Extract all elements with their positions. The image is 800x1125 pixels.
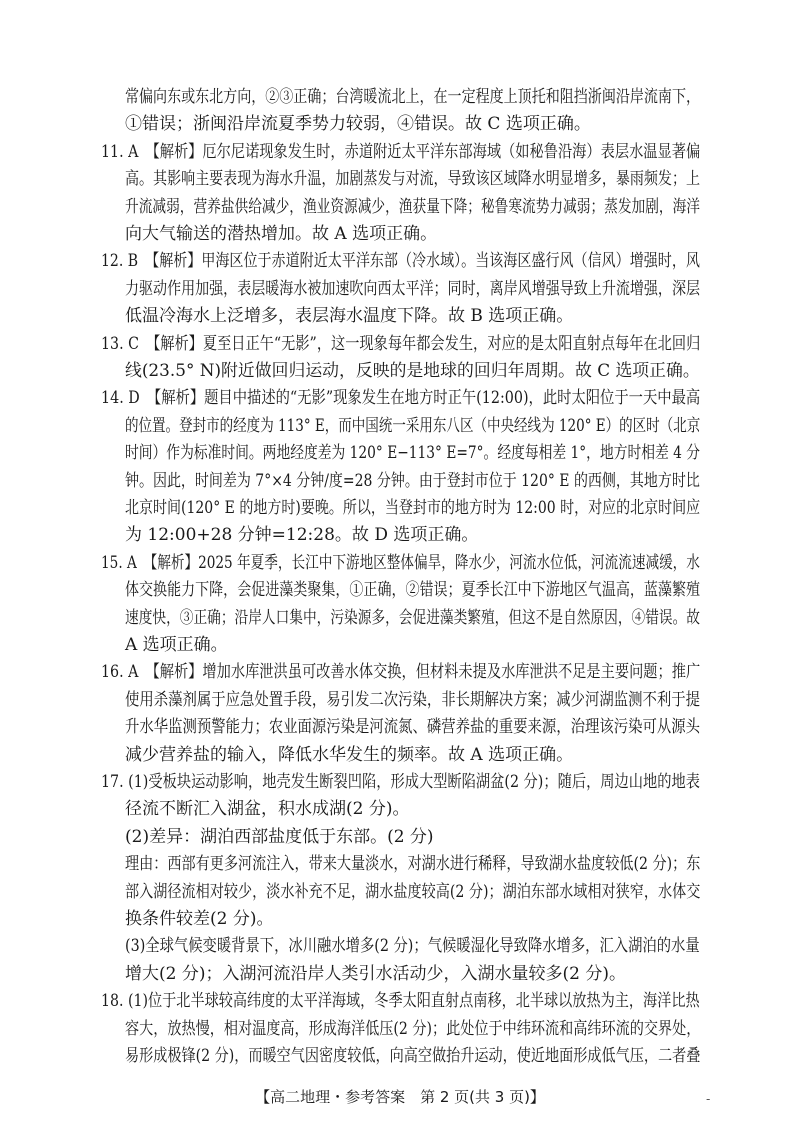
text-line: 力驱动作用加强，表层暖海水被加速吹向西太平洋；同时，离岸风增强导致上升流增强，深层 xyxy=(125,278,700,299)
text-line: 升水华监测预警能力；农业面源污染是河流氮、磷营养盐的重要来源，治理该污染可从源头 xyxy=(125,717,700,738)
text-line: A 选项正确。 xyxy=(125,635,228,655)
text-line: 升流减弱，营养盐供给减少，渔业资源减少，渔获量下降；秘鲁寒流势力减弱；蒸发加剧，海洋 xyxy=(125,196,700,217)
page-footer: 【高二地理・参考答案 第 2 页(共 3 页)】 xyxy=(255,1088,545,1106)
text-line: 增大(2 分)；入湖河流沿岸人类引水活动少，入湖水量较多(2 分)。 xyxy=(125,963,626,984)
text-line: 13. C 【解析】夏至日正午“无影”，这一现象每年都会发生，对应的是太阳直射点每年在北回归 xyxy=(101,333,701,354)
text-line: (3)全球气候变暖背景下，冰川融水增多(2 分)；气候暖湿化导致降水增多，汇入湖泊的水量 xyxy=(125,936,700,957)
text-line: 18. (1)位于北半球较高纬度的太平洋海域，冬季太阳直射点南移，北半球以放热为主，海洋比热 xyxy=(101,991,700,1012)
text-line: 体交换能力下降，会促进藻类聚集，①正确，②错误；夏季长江中下游地区气温高，蓝藻繁殖 xyxy=(125,580,700,601)
text-line: 钟。因此，时间差为 7°×4 分钟/度=28 分钟。由于登封市位于 120° E 的西侧，其地方时比 xyxy=(125,470,700,491)
text-line: 14. D 【解析】题目中描述的“无影”现象发生在地方时正午(12:00)，此时太阳位于一天中最高 xyxy=(101,388,701,409)
text-line: 17. (1)受板块运动影响，地壳发生断裂凹陷，形成大型断陷湖盆(2 分)；随后，周边山地的地表 xyxy=(101,772,701,792)
text-line: 向大气输送的潜热增加。故 A 选项正确。 xyxy=(125,224,438,244)
text-line: 使用杀藻剂属于应急处置手段，易引发二次污染，非长期解决方案；减少河湖监测不利于提 xyxy=(125,689,700,710)
text-line: (2)差异：湖泊西部盐度低于东部。(2 分) xyxy=(125,826,434,847)
text-line: 16. A 【解析】增加水库泄洪虽可改善水体交换，但材料未提及水库泄洪不足是主要问题；推广 xyxy=(101,662,701,683)
text-line: 减少营养盐的输入，降低水华发生的频率。故 A 选项正确。 xyxy=(125,744,574,765)
text-line: 低温冷海水上泛增多，表层海水温度下降。故 B 选项正确。 xyxy=(125,306,574,327)
text-line: 的位置。登封市的经度为 113° E，而中国统一采用东八区（中央经线为 120° E）的区时（北京 xyxy=(125,415,701,436)
text-line: 高。其影响主要表现为海水升温，加剧蒸发与对流，导致该区域降水明显增多，暴雨频发；上 xyxy=(125,169,700,190)
text-line: ①错误；浙闽沿岸流夏季势力较弱，④错误。故 C 选项正确。 xyxy=(125,114,591,135)
text-line: 换条件较差(2 分)。 xyxy=(125,909,274,929)
text-line: 易形成极锋(2 分)，而暖空气因密度较低，向高空做抬升运动，使近地面形成低气压，二者叠 xyxy=(125,1046,701,1066)
text-line: 容大，放热慢，相对温度高，形成海洋低压(2 分)；此处位于中纬环流和高纬环流的交界处， xyxy=(125,1018,701,1039)
text-line: 时间）作为标准时间。两地经度差为 120° E−113° E=7°。经度每相差 1°，地方时相差 4 分 xyxy=(125,443,701,464)
text-line: 15. A 【解析】2025 年夏季，长江中下游地区整体偏旱，降水少，河流水位低，河流流速减缓，水 xyxy=(101,552,700,573)
footer-mark: - xyxy=(706,1092,711,1106)
text-line: 常偏向东或东北方向，②③正确；台湾暖流北上，在一定程度上顶托和阻挡浙闽沿岸流南下， xyxy=(125,87,700,107)
text-line: 理由：西部有更多河流注入，带来大量淡水，对湖水进行稀释，导致湖水盐度较低(2 分)；东 xyxy=(125,854,701,875)
text-line: 12. B 【解析】甲海区位于赤道附近太平洋东部（冷水域）。当该海区盛行风（信风）增强时，风 xyxy=(101,251,700,272)
text-line: 为 12:00+28 分钟=12:28。故 D 选项正确。 xyxy=(125,525,479,546)
text-line: 部入湖径流相对较少，淡水补充不足，湖水盐度较高(2 分)；湖泊东部水域相对狭窄，水体交 xyxy=(125,881,701,902)
text-line: 11. A 【解析】厄尔尼诺现象发生时，赤道附近太平洋东部海域（如秘鲁沿海）表层水温显著偏 xyxy=(101,141,701,162)
text-line: 速度快，③正确；沿岸人口集中，污染源多，会促进藻类繁殖，但这不是自然原因，④错误。故 xyxy=(125,607,700,628)
text-line: 径流不断汇入湖盆，积水成湖(2 分)。 xyxy=(125,799,410,820)
text-line: 北京时间(120° E 的地方时)要晚。所以，当登封市的地方时为 12:00 时，对应的北京时间应 xyxy=(125,498,701,518)
text-line: 线(23.5° N)附近做回归运动，反映的是地球的回归年周期。故 C 选项正确。 xyxy=(125,361,700,381)
